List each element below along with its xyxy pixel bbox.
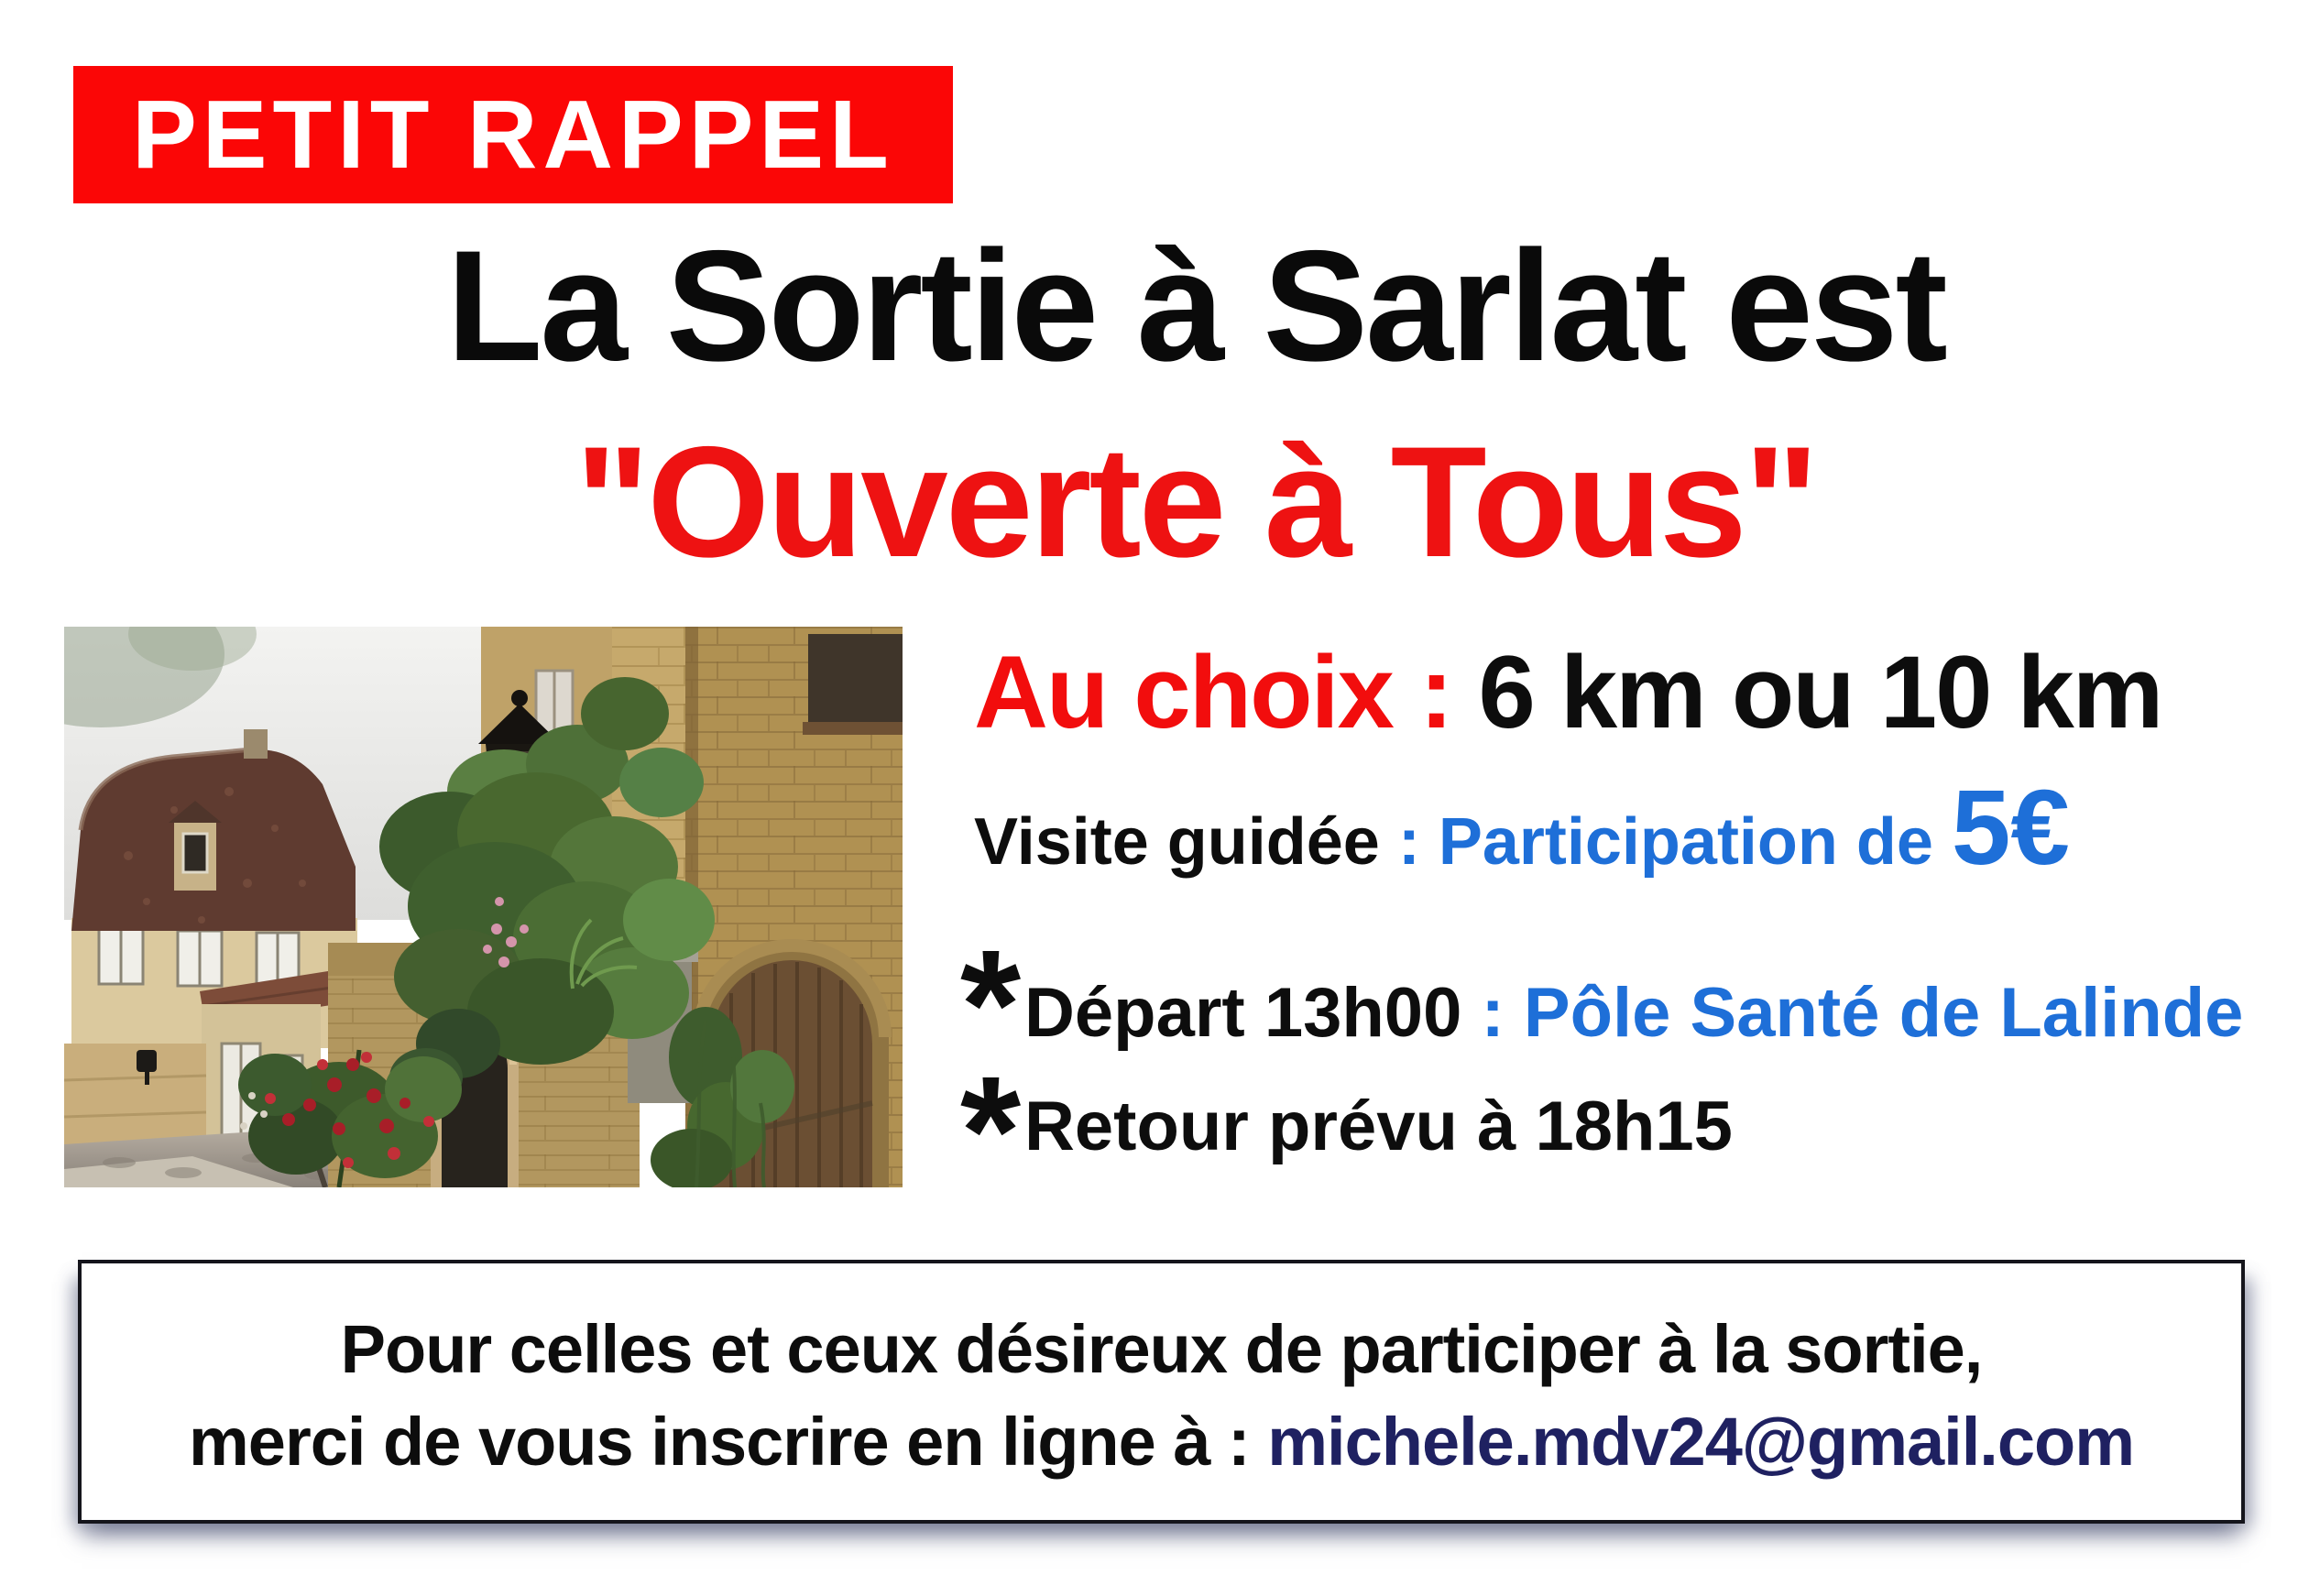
sarlat-street-photo-art [64,627,903,1187]
departure-place: : Pôle Santé de Lalinde [1461,974,2244,1052]
guided-tour-price: 5€ [1951,768,2070,887]
return-time: Retour prévu à 18h15 [1024,1088,1733,1165]
registration-line1: Pour celles et ceux désireux de participer à la sortie, [340,1311,1983,1387]
departure-time: Départ 13h00 [1024,974,1462,1052]
registration-line2-text: merci de vous inscrire en ligne à : [189,1403,1268,1480]
guided-tour-fee-text: : Participation de [1379,805,1952,879]
reminder-banner [73,66,953,203]
distance-options-value: 6 km ou 10 km [1478,635,2162,749]
guided-tour-line [974,768,2070,887]
guided-tour-label: Visite guidée [974,805,1380,879]
bullet-asterisk-1: * [960,918,1022,1092]
return-line [1024,1088,1733,1165]
distance-options-line [974,635,2162,749]
departure-line [1024,974,2244,1052]
distance-options-label: Au choix : [974,635,1479,749]
registration-box [78,1260,2245,1524]
headline-line2: "Ouverte à Tous" [575,414,1817,590]
headline-line1: La Sortie à Sarlat est [446,218,1945,394]
bullet-asterisk-2: * [960,1044,1022,1219]
registration-email: michele.mdv24@gmail.com [1267,1403,2134,1480]
sarlat-street-photo [64,627,903,1187]
registration-line2 [82,1396,2241,1489]
reminder-banner-label: PETIT RAPPEL [132,80,894,189]
